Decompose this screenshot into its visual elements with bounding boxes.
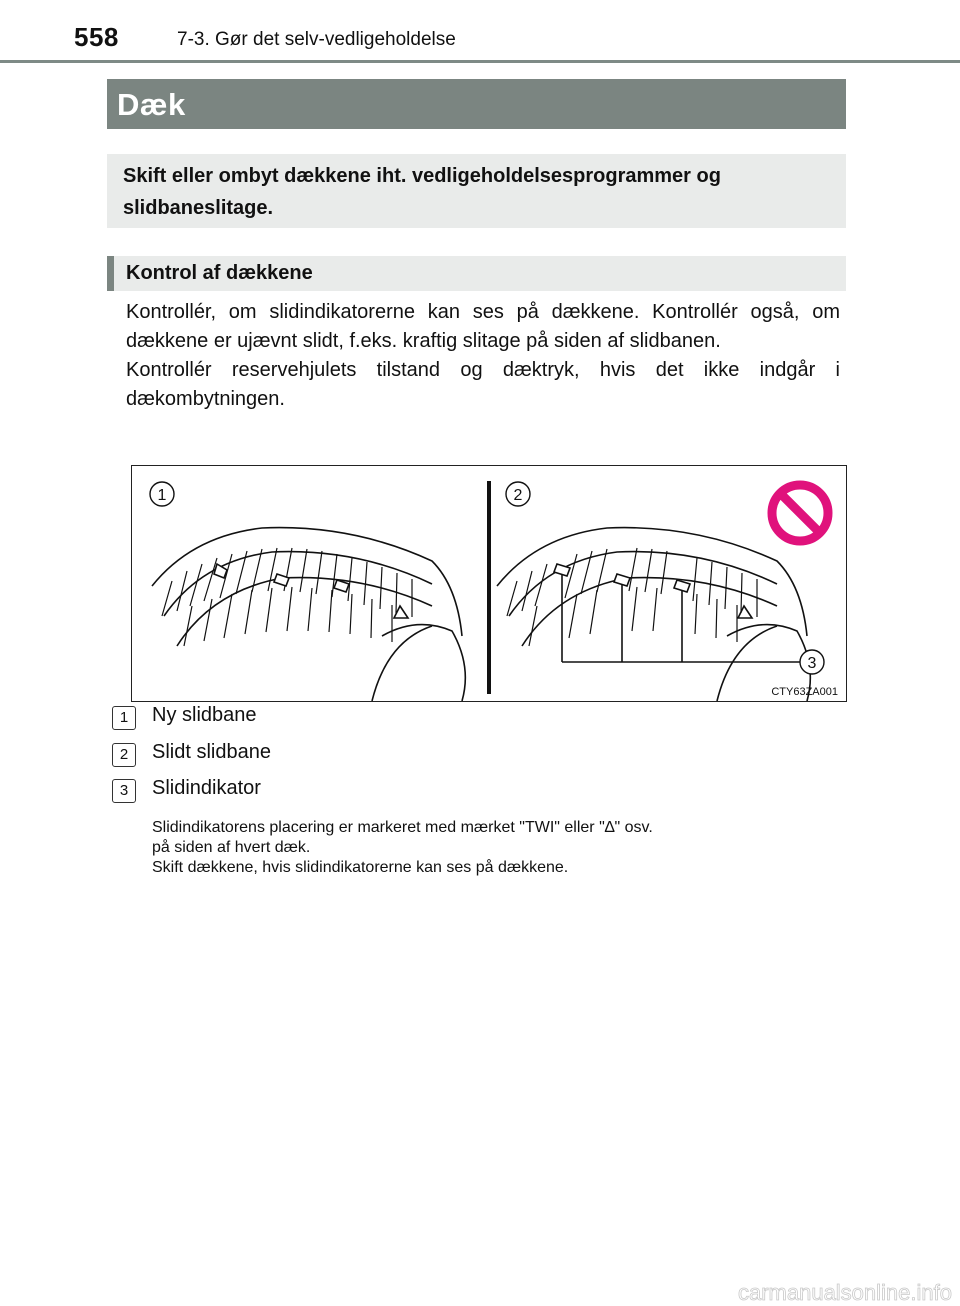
watermark xyxy=(0,1276,960,1306)
note-line: Slidindikatorens placering er markeret med mærket "TWI" eller "∆" osv. xyxy=(152,819,653,836)
note xyxy=(152,818,842,878)
tire-worn-tread-illustration xyxy=(497,528,810,701)
watermark-text: carmanualsonline.info xyxy=(737,1280,952,1305)
legend-label: Slidt slidbane xyxy=(152,741,271,763)
note-line: Skift dækkene, hvis slidindikatorerne kan ses på dækkene. xyxy=(152,859,569,876)
paragraph: Kontrollér reservehjulets tilstand og dæktryk, hvis det ikke indgår i dækombytningen. xyxy=(126,359,840,410)
section-accent xyxy=(107,256,114,291)
title-bar xyxy=(107,79,846,129)
page-number: 558 xyxy=(74,22,119,52)
legend-label: Slidindikator xyxy=(152,777,261,799)
legend-number: 2 xyxy=(114,744,134,766)
section-heading-bar xyxy=(107,256,846,291)
legend-number: 1 xyxy=(114,707,134,729)
header-rule xyxy=(0,60,960,63)
chapter-title: 7-3. Gør det selv-vedligeholdelse xyxy=(177,29,456,50)
tire-figure xyxy=(131,465,847,702)
callout-1-label: 1 xyxy=(157,487,167,504)
body-text xyxy=(126,298,840,414)
legend-label: Ny slidbane xyxy=(152,704,257,726)
paragraph: Kontrollér, om slidindikatorerne kan ses på dækkene. Kontrollér også, om dækkene er ujævnt slidt, f.eks. kraftig slitage på siden af slidbanen. xyxy=(126,301,840,352)
callout-2-label: 2 xyxy=(513,487,523,504)
intro-text: Skift eller ombyt dækkene iht. vedligeholdelsesprogrammer og slidbaneslitage. xyxy=(123,165,721,219)
figure-code: CTY63ZA001 xyxy=(771,686,838,698)
section-heading: Kontrol af dækkene xyxy=(126,262,313,284)
callout-2 xyxy=(506,482,530,506)
intro-box xyxy=(107,154,846,228)
prohibited-icon xyxy=(772,485,828,541)
tire-illustration xyxy=(132,466,846,701)
callout-1 xyxy=(150,482,174,506)
callout-3-label: 3 xyxy=(807,655,817,672)
legend-number: 3 xyxy=(114,780,134,802)
tire-new-tread-illustration xyxy=(152,528,465,701)
page-title: Dæk xyxy=(117,87,186,122)
note-line: på siden af hvert dæk. xyxy=(152,839,311,856)
callout-3 xyxy=(800,650,824,674)
